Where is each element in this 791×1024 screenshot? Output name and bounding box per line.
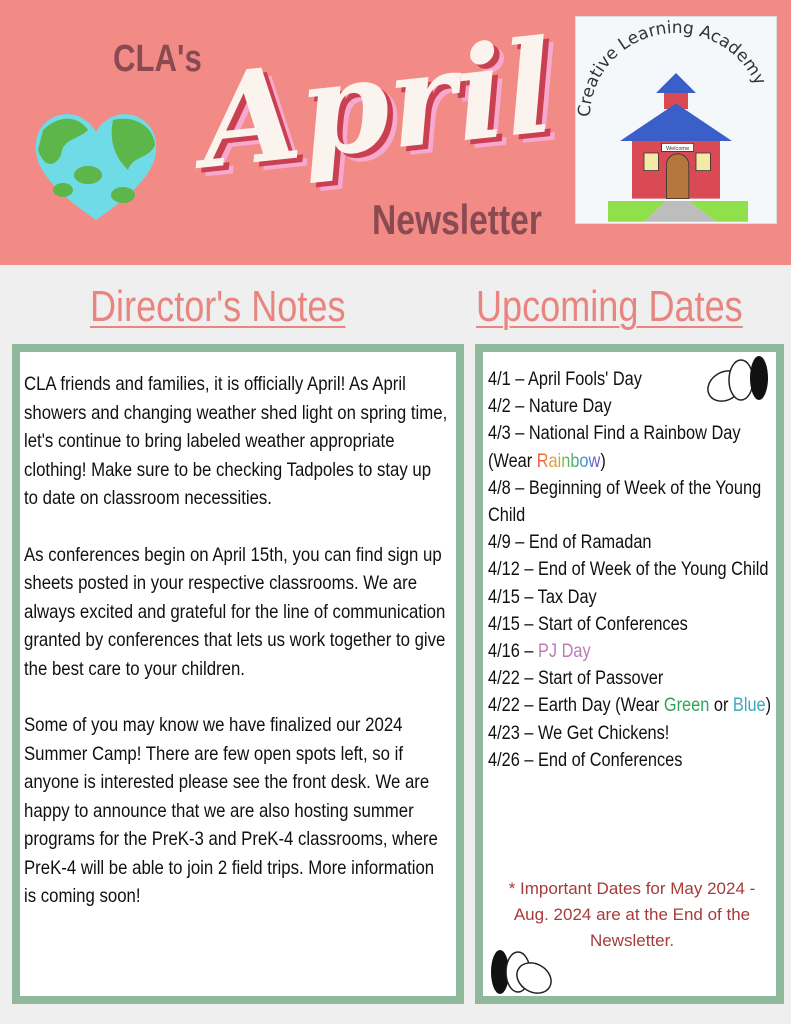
date-text: or [709, 695, 733, 717]
date-text: ) [765, 695, 772, 717]
date-item: 4/15 – Start of Conferences [488, 613, 688, 635]
header-title: April [193, 11, 561, 199]
date-item: 4/2 – Nature Day [488, 396, 612, 418]
date-text: 4/16 – [488, 641, 538, 663]
school-logo [575, 16, 777, 224]
logo-text: Creative Learning Academy [576, 17, 770, 118]
date-text: 4/22 – Earth Day (Wear [488, 695, 664, 717]
header-banner [0, 0, 791, 265]
notes-paragraph: CLA friends and families, it is officially April! As April showers and changing weather shed light on spring time, let's continue to bring labeled weather appropriate clothing! Make sure to be checking Tadpoles to stay up to date on classroom necessities. [24, 373, 448, 509]
important-dates-note: * Important Dates for May 2024 - Aug. 2024 are at the End of the Newsletter. [508, 879, 756, 950]
date-item: 4/26 – End of Conferences [488, 749, 683, 771]
directors-notes-box [12, 344, 464, 1004]
schoolhouse-icon [576, 17, 776, 223]
logo-sign: Welcome [665, 145, 690, 152]
date-item: 4/15 – Tax Day [488, 586, 597, 608]
blue-word: Blue [732, 695, 766, 717]
upcoming-dates-box [475, 344, 784, 1004]
earth-heart-icon [33, 110, 159, 222]
notes-paragraph: Some of you may know we have finalized our 2024 Summer Camp! There are few open spots left, so if anyone is interested please see the front desk. We are happy to announce that we are also hosting summer programs for the PreK-3 and PreK-4 classrooms, where PreK-4 will be able to join 2 field trips. More information is coming soon! [24, 714, 438, 907]
header-suffix: Newsletter [372, 196, 542, 243]
notes-paragraph: As conferences begin on April 15th, you can find sign up sheets posted in your respective classrooms. We are always excited and grateful for the line of communication granted by conferences that lets us work together to give the best care to your children. [24, 543, 446, 680]
upcoming-dates-heading: Upcoming Dates [476, 282, 743, 331]
date-item: 4/12 – End of Week of the Young Child [488, 559, 769, 581]
date-item: 4/23 – We Get Chickens! [488, 722, 670, 744]
date-item: 4/8 – Beginning of Week of the Young Child [488, 477, 762, 527]
date-item: 4/1 – April Fools' Day [488, 369, 642, 390]
date-item [488, 638, 780, 665]
date-text: 4/3 – National Find a Rainbow Day (Wear [488, 423, 741, 472]
date-item: 4/22 – Start of Passover [488, 668, 664, 690]
date-text: ) [600, 450, 606, 472]
green-word: Green [663, 695, 710, 717]
rainbow-word: Rainbow [536, 450, 601, 472]
beans-illustration-icon [488, 946, 554, 998]
header-prefix: CLA's [113, 38, 202, 80]
pj-day-text: PJ Day [537, 641, 591, 663]
directors-notes-heading: Director's Notes [90, 282, 346, 331]
date-item: 4/9 – End of Ramadan [488, 532, 652, 554]
date-item [488, 420, 772, 474]
date-item [488, 692, 772, 719]
